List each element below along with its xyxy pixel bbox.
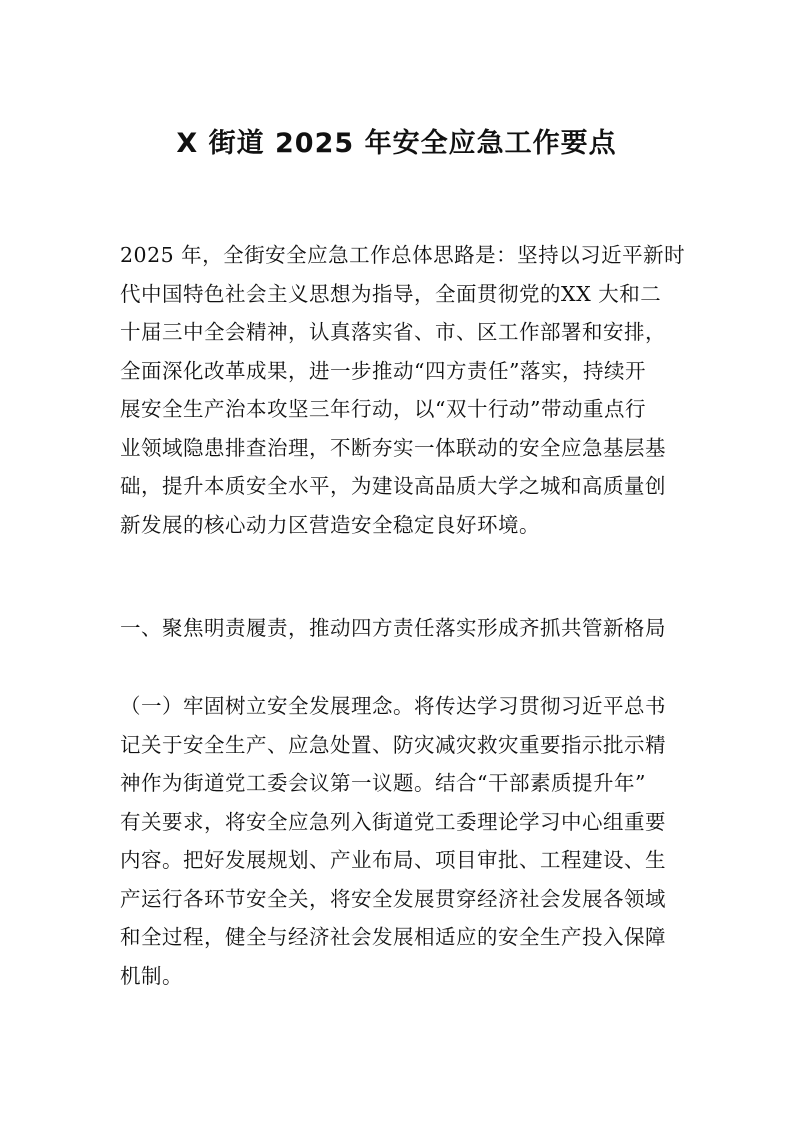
paragraph-line: 代中国特色社会主义思想为指导，全面贯彻党的XX 大和二 <box>120 281 662 306</box>
document-title: X 街道 2025 年安全应急工作要点 <box>176 128 617 159</box>
paragraph-line: （一）牢固树立安全发展理念。将传达学习贯彻习近平总书 <box>120 694 666 718</box>
paragraph-line: 有关要求，将安全应急列入街道党工委理论学习中心组重要 <box>120 809 666 834</box>
paragraph-line: 记关于安全生产、应急处置、防灾减灾救灾重要指示批示精 <box>120 732 666 757</box>
section-heading <box>120 609 680 648</box>
paragraph-line: 展安全生产治本攻坚三年行动，以“双十行动”带动重点行 <box>120 397 646 421</box>
intro-paragraph <box>120 236 686 544</box>
paragraph-line: 内容。把好发展规划、产业布局、项目审批、工程建设、生 <box>120 848 666 872</box>
paragraph-line: 十届三中全会精神，认真落实省、市、区工作部署和安排， <box>120 320 666 344</box>
paragraph-line: 机制。 <box>120 963 183 988</box>
subsection-paragraph <box>120 687 680 995</box>
paragraph-line: 神作为街道党工委会议第一议题。结合“干部素质提升年” <box>120 771 646 795</box>
section-heading-text: 一、聚焦明责履责，推动四方责任落实形成齐抓共管新格局 <box>120 616 666 640</box>
paragraph-line: 和全过程，健全与经济社会发展相适应的安全生产投入保障 <box>120 925 666 949</box>
paragraph-line: 2025 年，全街安全应急工作总体思路是：坚持以习近平新时 <box>120 243 686 267</box>
paragraph-line: 业领域隐患排查治理，不断夯实一体联动的安全应急基层基 <box>120 435 666 460</box>
paragraph-line: 础，提升本质安全水平，为建设高品质大学之城和高质量创 <box>120 474 666 498</box>
paragraph-line: 新发展的核心动力区营造安全稳定良好环境。 <box>120 512 540 537</box>
paragraph-line: 产运行各环节安全关，将安全发展贯穿经济社会发展各领域 <box>120 886 666 911</box>
paragraph-line: 全面深化改革成果，进一步推动“四方责任”落实，持续开 <box>120 358 646 383</box>
